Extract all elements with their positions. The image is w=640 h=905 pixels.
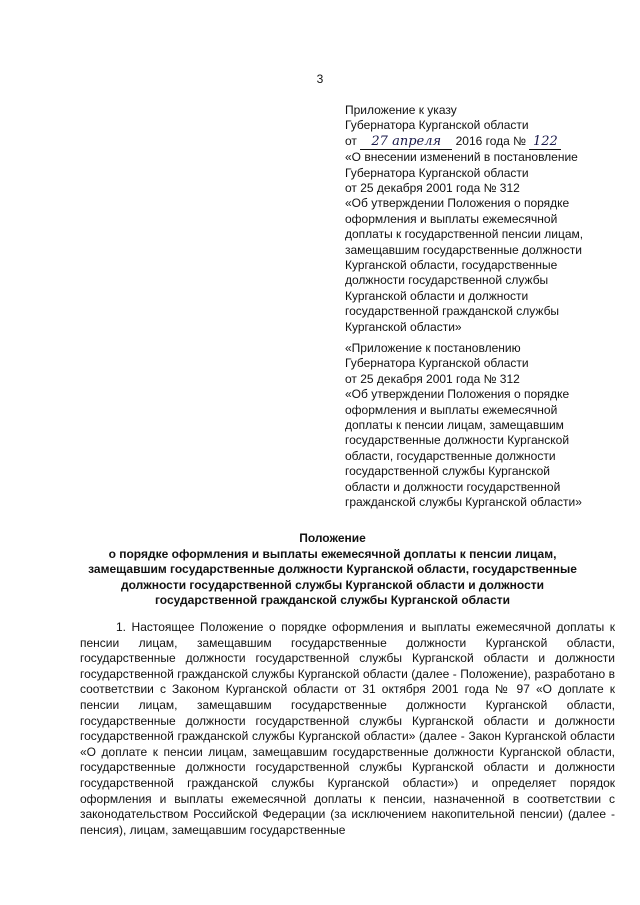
appendix-line: Приложение к указу	[345, 103, 457, 117]
body-paragraph: 1. Настоящее Положение о порядке оформления и выплаты ежемесячной доплаты к пенсии лицам, замещавшим государственные должности Курганской области, государственные должности государственной службы Курганской области и должности государственной гражданской службы Курганской области (далее - Положение), разработано в соответствии с Законом Курганской области от 31 октября 2001 года № 97 «О доплате к пенсии лицам, замещавшим государственные должности Курганской области, государственные должности государственной службы Курганской области и должности государственной гражданской службы Курганской области» (далее - Закон Курганской области «О доплате к пенсии лицам, замещавшим государственные должности Курганской области, государственные должности государственной службы Курганской области и должности государственной гражданской службы Курганской области») и определяет порядок оформления и выплаты ежемесячной доплаты к пенсии, назначенной в соответствии с законодательством Российской Федерации (за исключением накопительной пенсии) (далее - пенсия), лицам, замещавшим государственные	[80, 620, 615, 837]
appendix-line: Курганской области и должности	[345, 288, 529, 303]
handwritten-number: 122	[529, 134, 561, 150]
page-number: 3	[316, 72, 324, 86]
appendix-line: «О внесении изменений в постановление	[345, 150, 578, 165]
title-heading: Положение	[299, 531, 366, 545]
appendix-2-line: области, государственные должности	[345, 448, 556, 463]
title-line: должности государственной службы Курганской области и должности	[120, 577, 545, 592]
appendix-line: Курганской области, государственные	[345, 258, 558, 273]
appendix-line: Губернатора Курганской области	[345, 165, 529, 180]
appendix-line: государственной гражданской службы	[345, 304, 560, 319]
appendix-line: замещавшим государственные должности	[345, 242, 582, 257]
year-text: 2016 года №	[455, 133, 527, 148]
handwritten-date: 27 апреля	[360, 134, 452, 150]
appendix-2-block	[345, 341, 615, 510]
document-title	[60, 531, 605, 609]
title-line: о порядке оформления и выплаты ежемесячной доплаты к пенсии лицам,	[108, 546, 557, 561]
date-prefix: от	[345, 133, 357, 148]
title-line: замещавшим государственные должности Курганской области, государственные	[88, 562, 577, 577]
appendix-line: доплаты к государственной пенсии лицам,	[345, 227, 584, 242]
appendix-line: «Об утверждении Положения о порядке	[345, 196, 570, 211]
title-line: государственной гражданской службы Курганской области	[154, 593, 511, 608]
appendix-2-line: оформления и выплаты ежемесячной	[345, 402, 558, 417]
appendix-2-line: гражданской службы Курганской области»	[345, 495, 582, 510]
appendix-block	[345, 103, 615, 335]
appendix-2-line: государственные должности Курганской	[345, 433, 570, 448]
appendix-2-line: доплаты к пенсии лицам, замещавшим	[345, 418, 564, 433]
appendix-2-line: «Об утверждении Положения о порядке	[345, 387, 570, 402]
appendix-line: Губернатора Курганской области	[345, 118, 529, 133]
appendix-2-line: «Приложение к постановлению	[345, 341, 521, 355]
appendix-2-line: государственной службы Курганской	[345, 464, 550, 479]
appendix-2-line: Губернатора Курганской области	[345, 356, 529, 371]
appendix-date-line	[345, 134, 615, 150]
appendix-line: должности государственной службы	[345, 273, 549, 288]
appendix-line: оформления и выплаты ежемесячной	[345, 211, 558, 226]
appendix-2-line: области и должности государственной	[345, 479, 561, 494]
appendix-2-line: от 25 декабря 2001 года № 312	[345, 371, 520, 386]
appendix-line: от 25 декабря 2001 года № 312	[345, 181, 520, 196]
appendix-line: Курганской области»	[345, 319, 462, 334]
